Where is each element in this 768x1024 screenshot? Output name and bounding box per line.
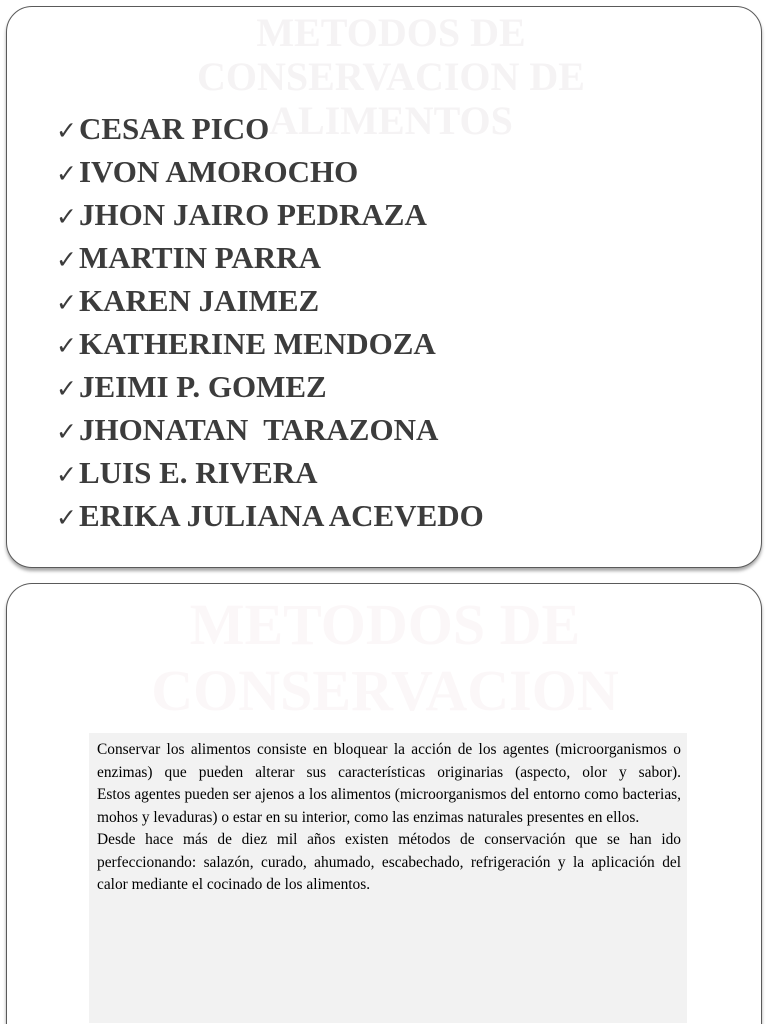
check-icon: ✓ [56,331,77,360]
list-item [56,194,488,237]
slide-names [6,6,762,568]
check-icon: ✓ [56,374,77,403]
check-icon: ✓ [56,503,77,532]
name-text: JEIMI P. GOMEZ [78,369,327,404]
name-text: LUIS E. RIVERA [78,455,318,490]
names-list [56,108,488,538]
description-text-box [89,733,687,1023]
list-item [56,452,488,495]
slide-methods [6,583,762,1024]
name-text: JHON JAIRO PEDRAZA [78,197,427,232]
check-icon: ✓ [56,288,77,317]
check-icon: ✓ [56,460,77,489]
check-icon: ✓ [56,202,77,231]
list-item [56,323,488,366]
paragraph-metodos: Desde hace más de diez mil años existen métodos de conservación que se han ido perfeccionando: salazón, curado, ahumado, escabechado, refrigeración y la aplicación del calor mediante el cocinado de los alimentos. [97,831,681,893]
check-icon: ✓ [56,417,77,446]
list-item [56,366,488,409]
list-item [56,280,488,323]
name-text: CESAR PICO [78,111,270,146]
name-text: KATHERINE MENDOZA [78,326,436,361]
list-item [56,409,488,452]
name-text: MARTIN PARRA [78,240,321,275]
name-text: JHONATAN TARAZONA [78,412,439,447]
slide-title-faded: METODOS DE CONSERVACION DE ALIMENTOS [197,10,585,143]
paragraph-conservar: Conservar los alimentos consiste en bloquear la acción de los agentes (microorganismos o enzimas) que pueden alterar sus características originarias (aspecto, olor y sabor). [97,741,681,781]
name-text: KAREN JAIMEZ [78,283,320,318]
name-text: ERIKA JULIANA ACEVEDO [78,498,484,533]
check-icon: ✓ [56,159,77,188]
name-text: IVON AMOROCHO [78,154,359,189]
list-item [56,108,488,151]
check-icon: ✓ [56,116,77,145]
paragraph-agentes: Estos agentes pueden ser ajenos a los alimentos (microorganismos del entorno como bacterias, mohos y levaduras) o estar en su interior, como las enzimas naturales presentes en ellos. [97,786,681,826]
list-item [56,237,488,280]
list-item [56,151,488,194]
list-item [56,495,488,538]
check-icon: ✓ [56,245,77,274]
slide-title-faded: METODOS DE CONSERVACION [151,592,619,723]
